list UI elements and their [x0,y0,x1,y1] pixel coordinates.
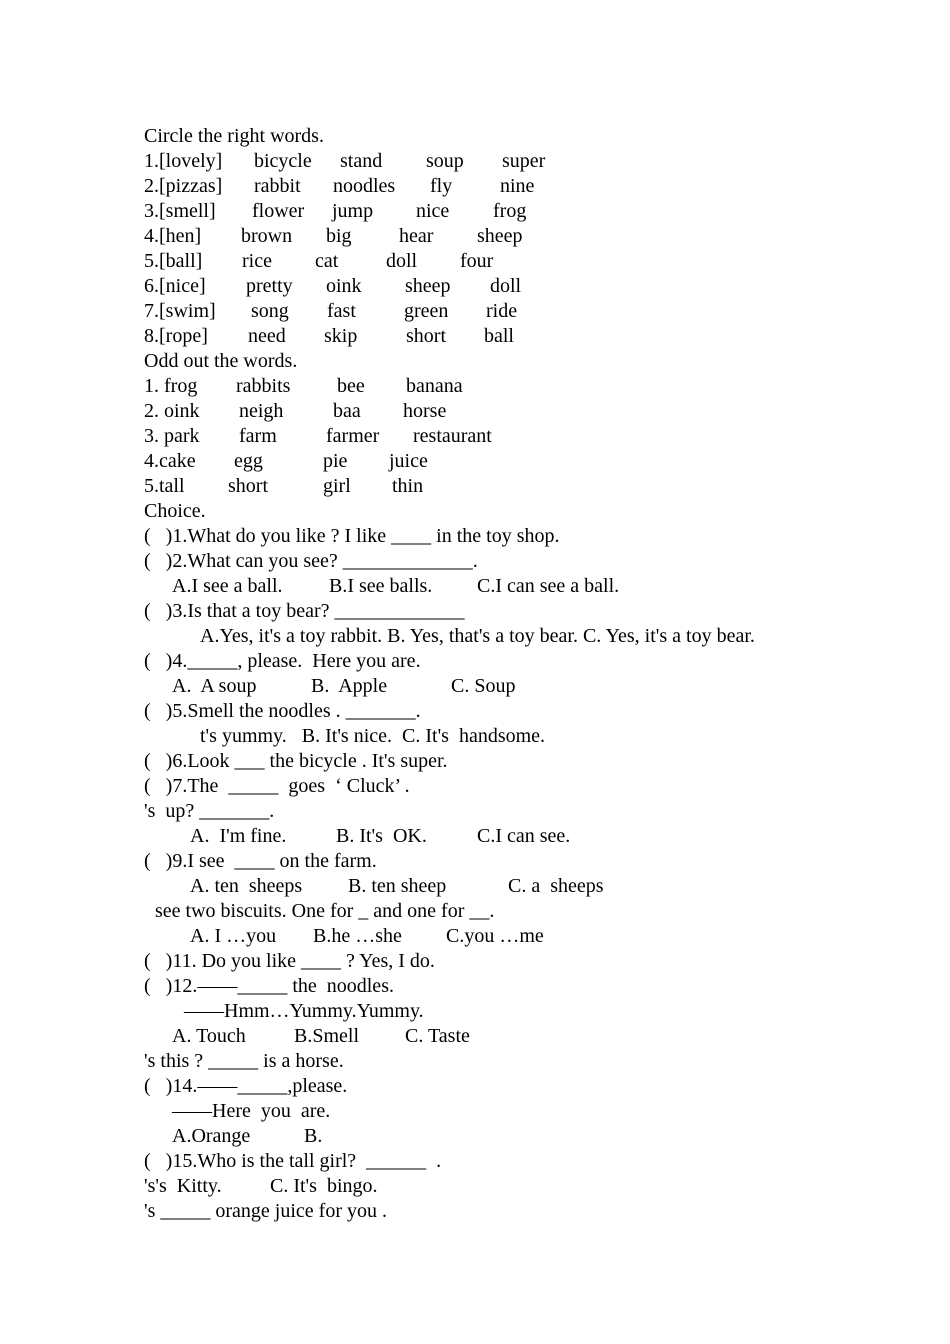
option-c: C. Taste [405,1025,470,1047]
question-14-options [144,1124,323,1149]
odd-row-4 [144,449,428,474]
circle-row-8 [144,324,514,349]
odd-row-4-word: juice [389,450,428,472]
option-b: 's's Kitty. [144,1175,222,1197]
circle-row-5 [144,249,494,274]
option-c: C.I can see. [477,825,571,847]
circle-row-8-item: 8.[rope] [144,325,208,347]
odd-row-1 [144,374,463,399]
question-5-options: t's yummy. B. It's nice. C. It's handsome. [200,725,546,747]
question-9-options [144,874,604,899]
question-16: 's _____ orange juice for you . [144,1200,387,1222]
option-a: A. I …you [190,925,277,947]
circle-row-8-word: ball [484,325,514,347]
odd-row-3-word: farm [239,425,277,447]
option-b: B.Smell [294,1025,360,1047]
question-15-options [144,1174,378,1199]
odd-row-5 [144,474,424,499]
option-c: C.I can see a ball. [477,575,620,597]
circle-row-3-word: frog [493,200,527,222]
question-9: ( )9.I see ____ on the farm. [144,850,377,872]
question-6: ( )6.Look ___ the bicycle . It's super. [144,750,448,772]
option-c: C. a sheeps [508,875,604,897]
odd-row-4-word: egg [234,450,263,472]
circle-row-5-word: rice [242,250,272,272]
circle-row-5-item: 5.[ball] [144,250,203,272]
circle-row-4 [144,224,523,249]
circle-row-2-word: rabbit [254,175,301,197]
option-b: B. ten sheep [348,875,447,897]
circle-row-7 [144,299,518,324]
circle-row-3-word: jump [332,200,374,222]
circle-row-2 [144,174,535,199]
question-8-options [144,824,571,849]
circle-row-4-word: hear [399,225,434,247]
circle-row-6-item: 6.[nice] [144,275,206,297]
option-a: A. ten sheeps [190,875,303,897]
question-12: ( )12.——_____ the noodles. [144,975,394,997]
circle-row-6-word: doll [490,275,522,297]
question-3: ( )3.Is that a toy bear? _____________ [144,600,465,622]
circle-row-2-word: fly [430,175,453,197]
circle-row-6-word: pretty [246,275,293,297]
section-heading-circle: Circle the right words. [144,125,324,147]
odd-row-5-item: 5.tall [144,475,185,497]
odd-row-2-word: baa [333,400,361,422]
odd-row-1-word: bee [337,375,365,397]
question-15: ( )15.Who is the tall girl? ______ . [144,1150,442,1172]
question-10-options [144,924,544,949]
option-a: A.I see a ball. [172,575,283,597]
circle-row-1-word: super [502,150,546,172]
circle-row-7-word: song [251,300,289,322]
circle-row-4-item: 4.[hen] [144,225,202,247]
circle-row-1-item: 1.[lovely] [144,150,223,172]
odd-row-1-word: banana [406,375,463,397]
odd-row-3-word: restaurant [413,425,492,447]
odd-row-5-word: girl [323,475,351,497]
question-14: ( )14.——_____,please. [144,1075,348,1097]
circle-row-2-word: nine [500,175,535,197]
question-14-reply: ——Here you are. [172,1100,331,1122]
odd-row-5-word: thin [392,475,424,497]
circle-row-2-item: 2.[pizzas] [144,175,223,197]
circle-row-7-word: fast [327,300,356,322]
question-5: ( )5.Smell the noodles . _______. [144,700,421,722]
circle-row-1-word: bicycle [254,150,312,172]
section-heading-choice: Choice. [144,500,206,522]
circle-row-3-item: 3.[smell] [144,200,216,222]
option-b: B. [304,1125,323,1147]
option-a: A.Orange [172,1125,251,1147]
circle-row-8-word: short [406,325,446,347]
odd-row-2-word: neigh [239,400,284,422]
question-4-options [144,674,516,699]
circle-row-7-word: green [404,300,449,322]
circle-row-4-word: big [326,225,352,247]
question-12-options [144,1024,470,1049]
circle-row-5-word: four [460,250,494,272]
odd-row-1-word: rabbits [236,375,291,397]
circle-row-6 [144,274,522,299]
odd-row-4-word: pie [323,450,348,472]
circle-row-6-word: sheep [405,275,451,297]
circle-row-3-word: nice [416,200,450,222]
question-1: ( )1.What do you like ? I like ____ in the toy shop. [144,525,560,547]
question-12-reply: ——Hmm…Yummy.Yummy. [184,1000,424,1022]
question-10: see two biscuits. One for _ and one for __. [155,900,495,922]
circle-row-4-word: brown [241,225,293,247]
question-2: ( )2.What can you see? _____________. [144,550,478,572]
section-heading-odd: Odd out the words. [144,350,298,372]
option-c: C. It's bingo. [270,1175,378,1197]
option-a: A. I'm fine. [190,825,287,847]
odd-row-2 [144,399,447,424]
odd-row-1-item: 1. frog [144,375,198,397]
odd-row-2-item: 2. oink [144,400,200,422]
option-b: B.I see balls. [329,575,433,597]
question-2-options [144,574,620,599]
option-b: B.he …she [313,925,402,947]
question-7: ( )7.The _____ goes ‘ Cluck’ . [144,775,410,797]
circle-row-7-item: 7.[swim] [144,300,216,322]
circle-row-5-word: doll [386,250,418,272]
option-b: B. Apple [311,675,388,697]
circle-row-1-word: stand [340,150,383,172]
question-11: ( )11. Do you like ____ ? Yes, I do. [144,950,435,972]
circle-row-1 [144,149,546,174]
circle-row-2-word: noodles [333,175,396,197]
odd-row-2-word: horse [403,400,447,422]
odd-row-3-word: farmer [326,425,380,447]
circle-row-3-word: flower [252,200,305,222]
circle-row-4-word: sheep [477,225,523,247]
circle-row-8-word: skip [324,325,358,347]
question-3-options: A.Yes, it's a toy rabbit. B. Yes, that's a toy bear. C. Yes, it's a toy bear. [200,625,755,647]
odd-row-5-word: short [228,475,268,497]
odd-row-3 [144,424,492,449]
option-c: C.you …me [446,925,544,947]
option-a: A. Touch [172,1025,246,1047]
question-4: ( )4._____, please. Here you are. [144,650,421,672]
circle-row-6-word: oink [326,275,362,297]
circle-row-5-word: cat [315,250,339,272]
circle-row-7-word: ride [486,300,518,322]
option-b: B. It's OK. [336,825,427,847]
odd-row-3-item: 3. park [144,425,200,447]
question-8: 's up? _______. [144,800,275,822]
circle-row-1-word: soup [426,150,464,172]
circle-row-8-word: need [248,325,286,347]
circle-row-3 [144,199,527,224]
question-13: 's this ? _____ is a horse. [144,1050,344,1072]
option-a: A. A soup [172,675,257,697]
option-c: C. Soup [451,675,516,697]
odd-row-4-item: 4.cake [144,450,196,472]
